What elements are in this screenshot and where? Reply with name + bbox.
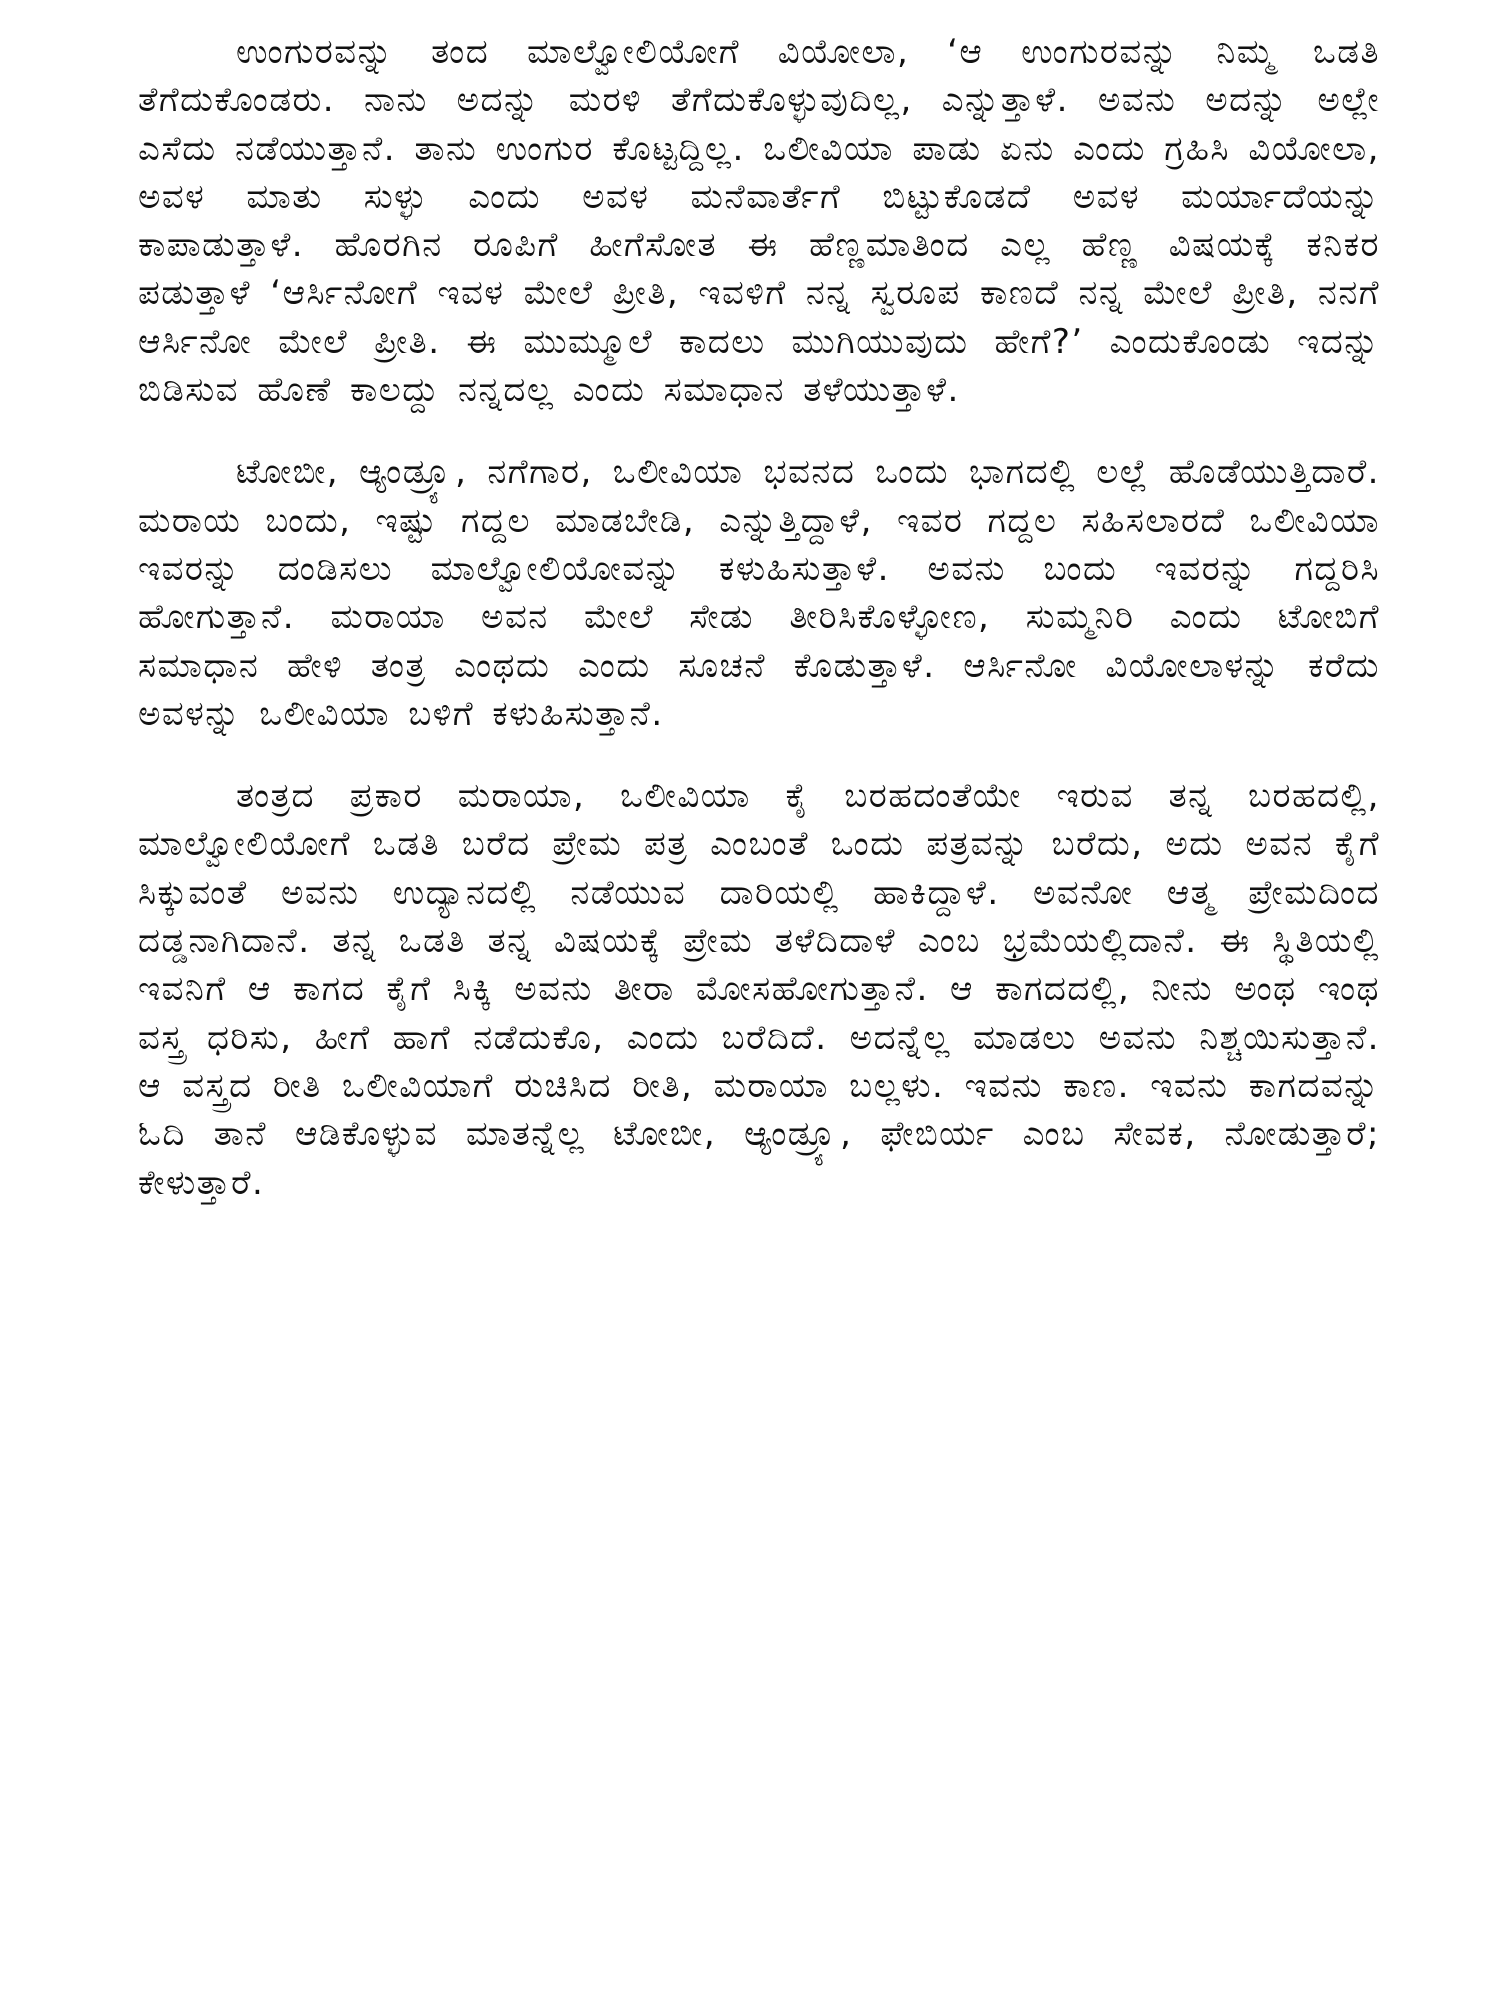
paragraph-1: ಉಂಗುರವನ್ನು ತಂದ ಮಾಲ್ವೋಲಿಯೋಗೆ ವಿಯೋಲಾ, ‘ಆ ಉಂಗುರವನ್ನು ನಿಮ್ಮ ಒಡತಿ ತೆಗೆದುಕೊಂಡರು. ನಾನು ಅದನ್ನು ಮರಳಿ ತೆಗೆದುಕೊಳ್ಳುವುದಿಲ್ಲ, ಎನ್ನುತ್ತಾಳೆ. ಅವನು ಅದನ್ನು ಅಲ್ಲೇ ಎಸೆದು ನಡೆಯುತ್ತಾನೆ. ತಾನು ಉಂಗುರ ಕೊಟ್ಟದ್ದಿಲ್ಲ. ಒಲೀವಿಯಾ ಪಾಡು ಏನು ಎಂದು ಗ್ರಹಿಸಿ ವಿಯೋಲಾ, ಅವಳ ಮಾತು ಸುಳ್ಳು ಎಂದು ಅವಳ ಮನೆವಾರ್ತೆಗೆ ಬಿಟ್ಟುಕೊಡದೆ ಅವಳ ಮರ್ಯಾದೆಯನ್ನು ಕಾಪಾಡುತ್ತಾಳೆ. ಹೊರಗಿನ ರೂಪಿಗೆ ಹೀಗೆಸೋತ ಈ ಹೆಣ್ಣಮಾತಿಂದ ಎಲ್ಲ ಹೆಣ್ಣ ವಿಷಯಕ್ಕೆ ಕನಿಕರ ಪಡುತ್ತಾಳೆ ‘ಆರ್ಸಿನೋಗೆ ಇವಳ ಮೇಲೆ ಪ್ರೀತಿ, ಇವಳಿಗೆ ನನ್ನ ಸ್ವರೂಪ ಕಾಣದೆ ನನ್ನ ಮೇಲೆ ಪ್ರೀತಿ, ನನಗೆ ಆರ್ಸಿನೋ ಮೇಲೆ ಪ್ರೀತಿ. ಈ ಮುಮ್ಮೂಲೆ ಕಾದಲು ಮುಗಿಯುವುದು ಹೇಗೆ?’ ಎಂದುಕೊಂಡು ಇದನ್ನು ಬಿಡಿಸುವ ಹೊಣೆ ಕಾಲದ್ದು ನನ್ನದಲ್ಲ ಎಂದು ಸಮಾಧಾನ ತಳೆಯುತ್ತಾಳೆ.: [138, 32, 1380, 411]
paragraph-3: ತಂತ್ರದ ಪ್ರಕಾರ ಮರಾಯಾ, ಒಲೀವಿಯಾ ಕೈ ಬರಹದಂತೆಯೇ ಇರುವ ತನ್ನ ಬರಹದಲ್ಲಿ, ಮಾಲ್ವೋಲಿಯೋಗೆ ಒಡತಿ ಬರೆದ ಪ್ರೇಮ ಪತ್ರ ಎಂಬಂತೆ ಒಂದು ಪತ್ರವನ್ನು ಬರೆದು, ಅದು ಅವನ ಕೈಗೆ ಸಿಕ್ಕುವಂತೆ ಅವನು ಉದ್ಯಾನದಲ್ಲಿ ನಡೆಯುವ ದಾರಿಯಲ್ಲಿ ಹಾಕಿದ್ದಾಳೆ. ಅವನೋ ಆತ್ಮ ಪ್ರೇಮದಿಂದ ದಡ್ಡನಾಗಿದಾನೆ. ತನ್ನ ಒಡತಿ ತನ್ನ ವಿಷಯಕ್ಕೆ ಪ್ರೇಮ ತಳೆದಿದಾಳೆ ಎಂಬ ಭ್ರಮೆಯಲ್ಲಿದಾನೆ. ಈ ಸ್ಥಿತಿಯಲ್ಲಿ ಇವನಿಗೆ ಆ ಕಾಗದ ಕೈಗೆ ಸಿಕ್ಕಿ ಅವನು ತೀರಾ ಮೋಸಹೋಗುತ್ತಾನೆ. ಆ ಕಾಗದದಲ್ಲಿ, ನೀನು ಅಂಥ ಇಂಥ ವಸ್ತ್ರ ಧರಿಸು, ಹೀಗೆ ಹಾಗೆ ನಡೆದುಕೊ, ಎಂದು ಬರೆದಿದೆ. ಅದನ್ನೆಲ್ಲ ಮಾಡಲು ಅವನು ನಿಶ್ಚಯಿಸುತ್ತಾನೆ. ಆ ವಸ್ತ್ರದ ರೀತಿ ಒಲೀವಿಯಾಗೆ ರುಚಿಸಿದ ರೀತಿ, ಮರಾಯಾ ಬಲ್ಲಳು. ಇವನು ಕಾಣ. ಇವನು ಕಾಗದವನ್ನು ಓದಿ ತಾನೆ ಆಡಿಕೊಳ್ಳುವ ಮಾತನ್ನೆಲ್ಲ ಟೋಬೀ, ಆ್ಯಂಡ್ರ್ಯೂ, ಫೇಬಿರ್ಯ ಎಂಬ ಸೇವಕ, ನೋಡುತ್ತಾರೆ; ಕೇಳುತ್ತಾರೆ.: [138, 776, 1380, 1203]
paragraph-2: ಟೋಬೀ, ಆ್ಯಂಡ್ರ್ಯೂ, ನಗೆಗಾರ, ಒಲೀವಿಯಾ ಭವನದ ಒಂದು ಭಾಗದಲ್ಲಿ ಲಲ್ಲೆ ಹೊಡೆಯುತ್ತಿದಾರೆ. ಮರಾಯ ಬಂದು, ಇಷ್ಟು ಗದ್ದಲ ಮಾಡಬೇಡಿ, ಎನ್ನುತ್ತಿದ್ದಾಳೆ, ಇವರ ಗದ್ದಲ ಸಹಿಸಲಾರದೆ ಒಲೀವಿಯಾ ಇವರನ್ನು ದಂಡಿಸಲು ಮಾಲ್ವೋಲಿಯೋವನ್ನು ಕಳುಹಿಸುತ್ತಾಳೆ. ಅವನು ಬಂದು ಇವರನ್ನು ಗದ್ದರಿಸಿ ಹೋಗುತ್ತಾನೆ. ಮರಾಯಾ ಅವನ ಮೇಲೆ ಸೇಡು ತೀರಿಸಿಕೊಳ್ಳೋಣ, ಸುಮ್ಮನಿರಿ ಎಂದು ಟೋಬಿಗೆ ಸಮಾಧಾನ ಹೇಳಿ ತಂತ್ರ ಎಂಥದು ಎಂದು ಸೂಚನೆ ಕೊಡುತ್ತಾಳೆ. ಆರ್ಸಿನೋ ವಿಯೋಲಾಳನ್ನು ಕರೆದು ಅವಳನ್ನು ಒಲೀವಿಯಾ ಬಳಿಗೆ ಕಳುಹಿಸುತ್ತಾನೆ.: [138, 452, 1380, 734]
document-page: [138, 28, 1380, 1241]
